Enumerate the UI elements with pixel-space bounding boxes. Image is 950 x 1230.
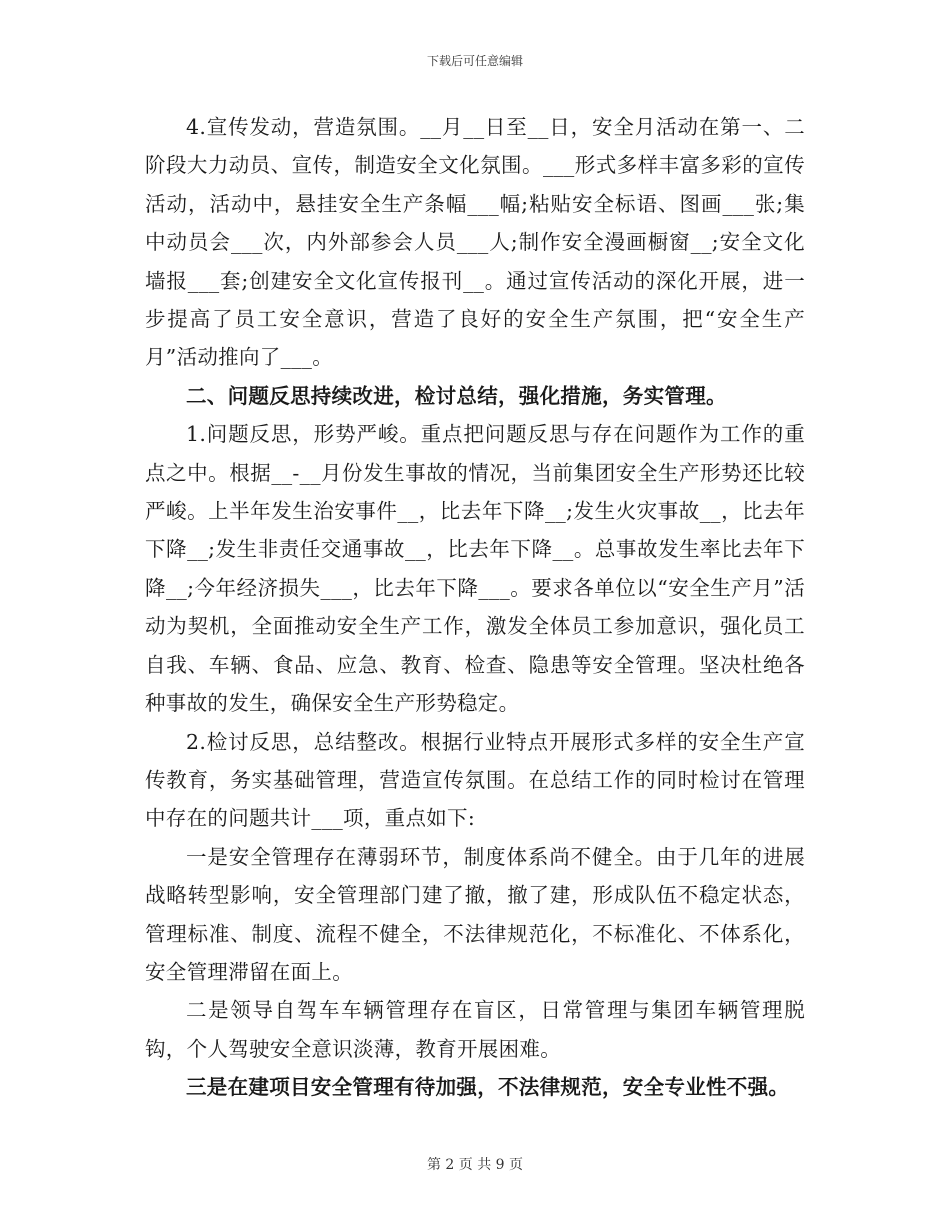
page-number: 第 2 页 共 9 页: [426, 1157, 524, 1173]
paragraph-issue-one: 一是安全管理存在薄弱环节，制度体系尚不健全。由于几年的进展战略转型影响，安全管理部门建了撤，撤了建，形成队伍不稳定状态，管理标准、制度、流程不健全，不法律规范化，不标准化、不体系化，安全管理滞留在面上。: [145, 844, 805, 984]
page-header-note: 下载后可任意编辑: [426, 54, 523, 68]
paragraph-issue-two: 二是领导自驾车车辆管理存在盲区，日常管理与集团车辆管理脱钩，个人驾驶安全意识淡薄，教育开展困难。: [145, 998, 805, 1061]
paragraph-publicity: 4.宣传发动，营造氛围。__月__日至__日，安全月活动在第一、二阶段大力动员、宣传，制造安全文化氛围。___形式多样丰富多彩的宣传活动，活动中，悬挂安全生产条幅___幅;粘贴安全标语、图画___张;集中动员会___次，内外部参会人员___人;制作安全漫画橱窗__;安全文化墙报___套;创建安全文化宣传报刊__。通过宣传活动的深化开展，进一步提高了员工安全意识，营造了良好的安全生产氛围，把“安全生产月”活动推向了___。: [145, 115, 805, 370]
paragraph-review-rectification: 2.检讨反思，总结整改。根据行业特点开展形式多样的安全生产宣传教育，务实基础管理，营造宣传氛围。在总结工作的同时检讨在管理中存在的问题共计___项，重点如下:: [145, 729, 805, 831]
paragraph-issue-three: 三是在建项目安全管理有待加强，不法律规范，安全专业性不强。: [186, 1075, 790, 1100]
document-body: [145, 108, 805, 1107]
paragraph-problem-reflection: 1.问题反思，形势严峻。重点把问题反思与存在问题作为工作的重点之中。根据__-__月份发生事故的情况，当前集团安全生产形势还比较严峻。上半年发生治安事件__，比去年下降__;发生火灾事故__，比去年下降__;发生非责任交通事故__，比去年下降__。总事故发生率比去年下降__;今年经济损失___，比去年下降___。要求各单位以“安全生产月”活动为契机，全面推动安全生产工作，激发全体员工参加意识，强化员工自我、车辆、食品、应急、教育、检查、隐患等安全管理。坚决杜绝各种事故的发生，确保安全生产形势稳定。: [145, 422, 805, 716]
section-heading-2: 二、问题反思持续改进，检讨总结，强化措施，务实管理。: [186, 383, 727, 408]
